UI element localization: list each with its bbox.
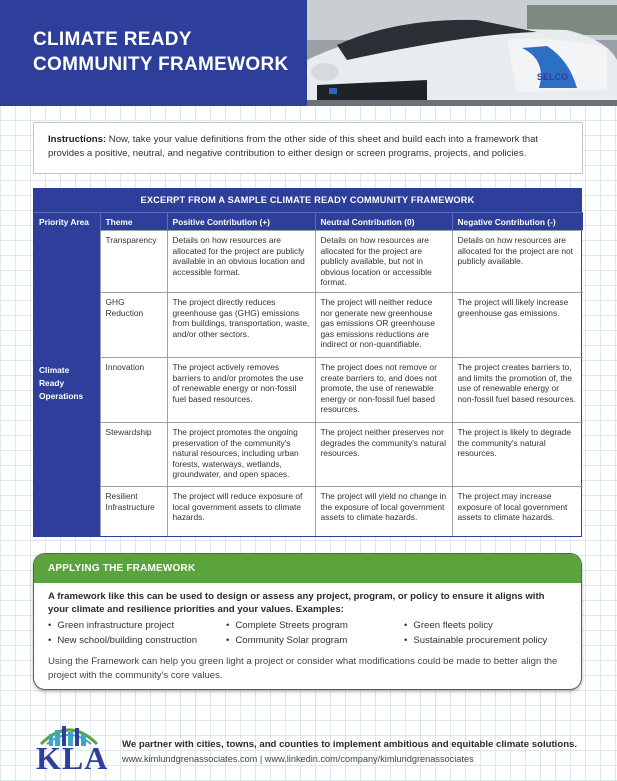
instructions-text: Now, take your value definitions from the other side of this sheet and build each into a framework that provides a positive, neutral, and negative contribution to either design or screen programs, projects, and policies.	[48, 134, 539, 159]
electric-vehicle-photo	[307, 0, 617, 106]
theme-cell: Transparency	[100, 231, 167, 293]
column-header: Priority Area	[34, 213, 100, 231]
kla-logo-text: KLA	[36, 740, 109, 776]
neutral-cell: The project does not remove or create barriers to, and does not promote, the use of renewable energy or non-fossil fuel based resources.	[315, 357, 452, 422]
list-item: • Complete Streets program	[226, 619, 348, 633]
footer-links[interactable]: www.kimlundgrenassociates.com | www.linkedin.com/company/kimlundgrenassociates	[122, 754, 474, 764]
table-row	[34, 292, 583, 357]
header-banner	[0, 0, 617, 106]
list-item: • New school/building construction	[48, 634, 197, 648]
priority-area-cell	[34, 231, 100, 537]
theme-cell: Innovation	[100, 357, 167, 422]
table-row	[34, 422, 583, 486]
neutral-cell: Details on how resources are allocated for the project are publicly available, but not in obvious location or accessible format.	[315, 231, 452, 293]
positive-cell: The project actively removes barriers to and/or promotes the use of renewable energy or non-fossil fuel based resources.	[167, 357, 315, 422]
priority-area-line: Operations	[39, 391, 84, 402]
positive-cell: The project directly reduces greenhouse gas (GHG) emissions from buildings, transportation, waste, and/or other sectors.	[167, 292, 315, 357]
positive-cell: Details on how resources are allocated for the project are publicly available in an obvious location and accessible format.	[167, 231, 315, 293]
theme-cell: Resilient Infrastructure	[100, 486, 167, 536]
neutral-cell: The project neither preserves nor degrades the community's natural resources.	[315, 422, 452, 486]
negative-cell: The project creates barriers to, and limits the promotion of, the use of renewable energy or non-fossil fuel based resources.	[452, 357, 583, 422]
header-title-panel	[0, 0, 307, 106]
examples-list	[34, 619, 581, 651]
column-header: Positive Contribution (+)	[167, 213, 315, 231]
table-title: EXCERPT FROM A SAMPLE CLIMATE READY COMMUNITY FRAMEWORK	[34, 189, 581, 212]
priority-area-line: Ready	[39, 378, 65, 389]
negative-cell: The project will likely increase greenhouse gas emissions.	[452, 292, 583, 357]
instructions-label: Instructions:	[48, 134, 107, 145]
vehicle-logo-text: SELCO	[537, 72, 569, 82]
negative-cell: The project may increase exposure of local government assets to climate hazards.	[452, 486, 583, 536]
list-item: • Sustainable procurement policy	[404, 634, 547, 648]
instructions-box	[33, 122, 583, 174]
positive-cell: The project will reduce exposure of local government assets to climate hazards.	[167, 486, 315, 536]
column-header: Theme	[100, 213, 167, 231]
applying-intro: A framework like this can be used to design or assess any project, program, or policy to ensure it aligns with your climate and resilience priorities and your values. Examples:	[48, 591, 545, 615]
priority-area-line: Climate	[39, 365, 70, 376]
applying-framework-card	[33, 553, 582, 690]
theme-cell: Stewardship	[100, 422, 167, 486]
column-header: Neutral Contribution (0)	[315, 213, 452, 231]
table-row	[34, 357, 583, 422]
list-item: • Green infrastructure project	[48, 619, 174, 633]
table-row	[34, 486, 583, 536]
positive-cell: The project promotes the ongoing preservation of the community's natural resources, including urban forests, waterways, wetlands, groundwater, and open spaces.	[167, 422, 315, 486]
title-line-1: CLIMATE READY	[33, 29, 192, 50]
applying-heading: APPLYING THE FRAMEWORK	[34, 554, 581, 583]
table-row	[34, 231, 583, 293]
list-item: • Community Solar program	[226, 634, 347, 648]
table-header-row	[34, 213, 583, 231]
framework-table-card	[33, 188, 582, 537]
column-header: Negative Contribution (-)	[452, 213, 583, 231]
footer-tagline: We partner with cities, towns, and counties to implement ambitious and equitable climate solutions.	[122, 739, 578, 750]
page-title	[33, 27, 303, 77]
list-item: • Green fleets policy	[404, 619, 493, 633]
negative-cell: Details on how resources are allocated for the project are not publicly available.	[452, 231, 583, 293]
framework-table	[34, 212, 583, 536]
applying-outro: Using the Framework can help you green light a project or consider what modifications could be made to better align the project with the community's core values.	[48, 656, 558, 681]
title-line-2: COMMUNITY FRAMEWORK	[33, 54, 289, 75]
negative-cell: The project is likely to degrade the community's natural resources.	[452, 422, 583, 486]
theme-cell: GHG Reduction	[100, 292, 167, 357]
neutral-cell: The project will yield no change in the exposure of local government assets to climate hazards.	[315, 486, 452, 536]
neutral-cell: The project will neither reduce nor generate new greenhouse gas emissions OR greenhouse gas emissions reductions are indirect or non-quantifiable.	[315, 292, 452, 357]
